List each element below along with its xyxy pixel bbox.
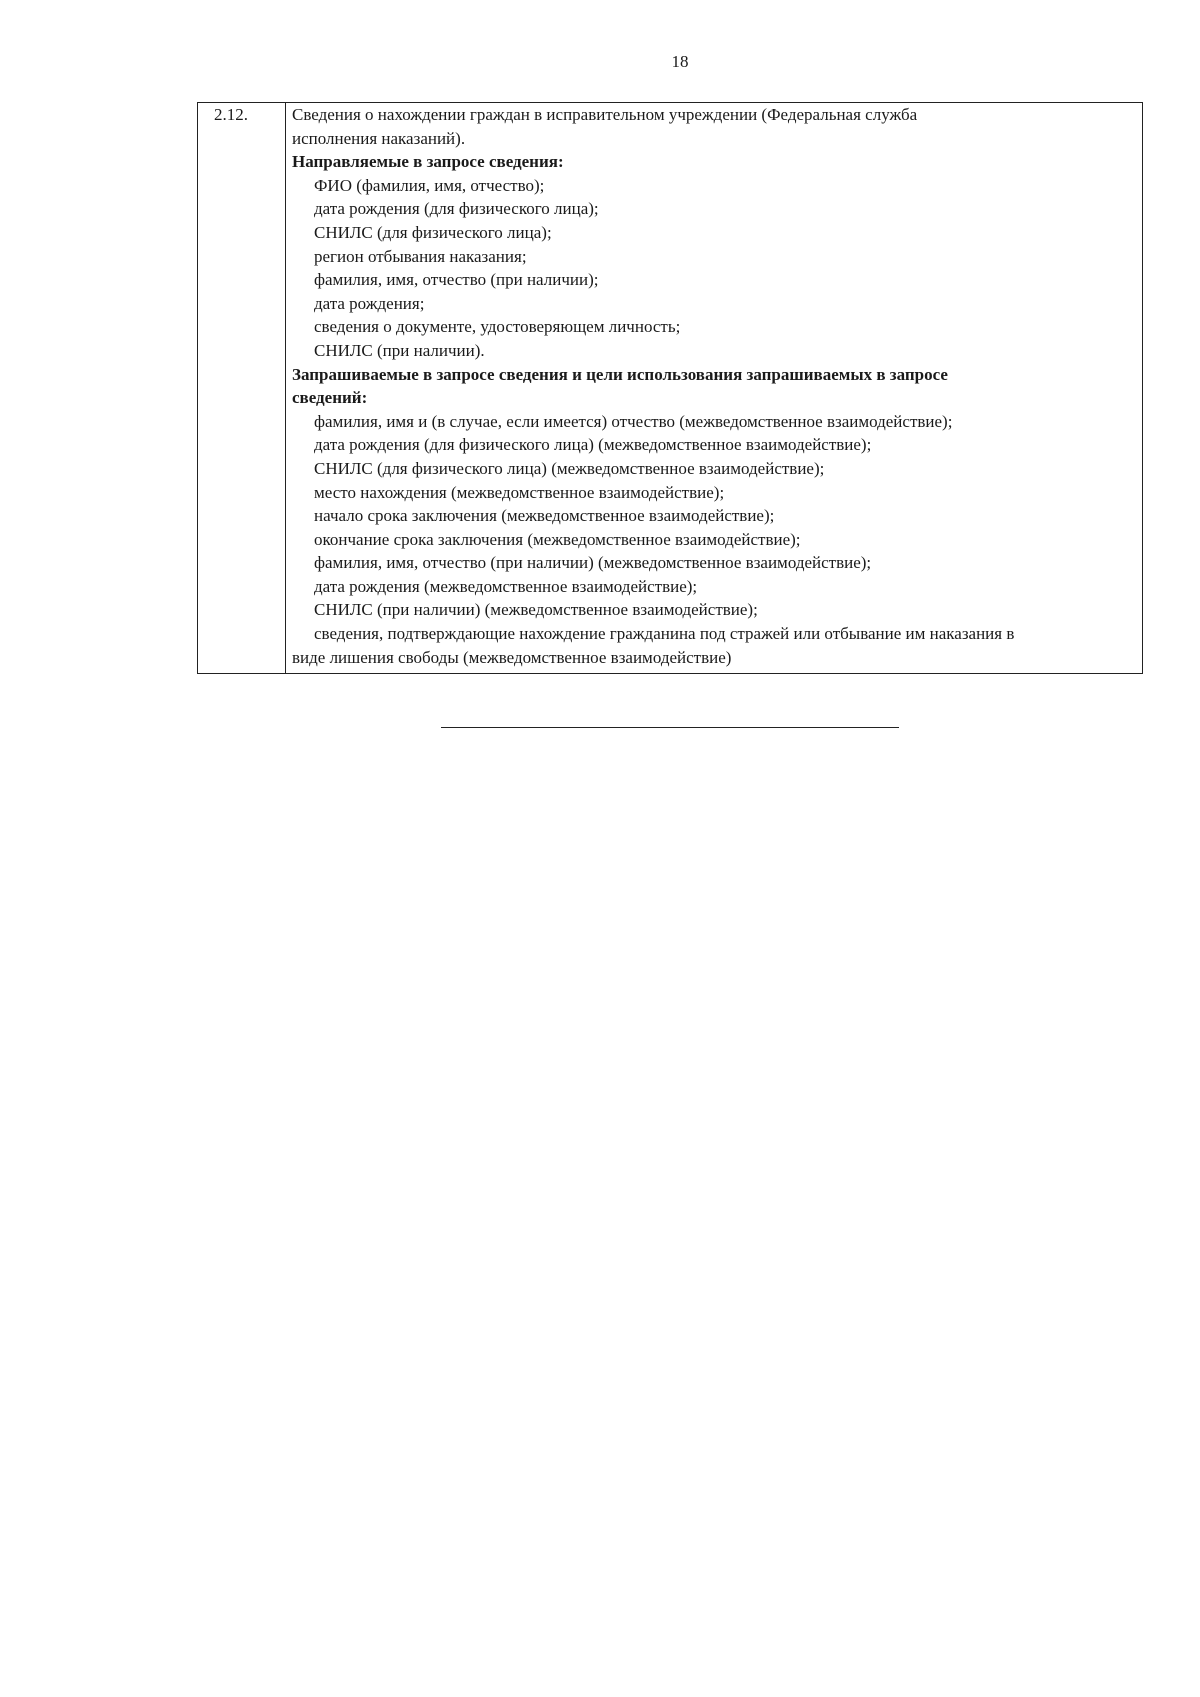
- requested-item: фамилия, имя, отчество (при наличии) (межведомственное взаимодействие);: [314, 553, 872, 573]
- sent-item: фамилия, имя, отчество (при наличии);: [314, 270, 599, 290]
- row-number: 2.12.: [198, 103, 286, 674]
- requested-item: окончание срока заключения (межведомственное взаимодействие);: [314, 529, 801, 549]
- sent-item: дата рождения;: [314, 293, 425, 313]
- sent-item: регион отбывания наказания;: [314, 246, 527, 266]
- sent-item: ФИО (фамилия, имя, отчество);: [314, 175, 545, 195]
- table-row: [198, 103, 1143, 674]
- requested-item: дата рождения (межведомственное взаимодействие);: [314, 576, 698, 596]
- sent-item: сведения о документе, удостоверяющем личность;: [314, 317, 681, 337]
- page-number: 18: [671, 52, 689, 71]
- requested-item: СНИЛС (для физического лица) (межведомственное взаимодействие);: [314, 458, 825, 478]
- requested-item: СНИЛС (при наличии) (межведомственное взаимодействие);: [314, 600, 758, 620]
- end-rule: [441, 727, 899, 728]
- requested-item: начало срока заключения (межведомственное взаимодействие);: [314, 506, 775, 526]
- document-table: [197, 102, 1143, 674]
- intro-line: исполнения наказаний).: [292, 128, 466, 148]
- requested-heading: Запрашиваемые в запросе сведения и цели использования запрашиваемых в запросе: [292, 364, 948, 384]
- sent-item: дата рождения (для физического лица);: [314, 199, 599, 219]
- final-item-line: виде лишения свободы (межведомственное взаимодействие): [292, 647, 732, 667]
- row-content: [286, 103, 1143, 674]
- requested-item: место нахождения (межведомственное взаимодействие);: [314, 482, 725, 502]
- final-item-line: сведения, подтверждающие нахождение гражданина под стражей или отбывание им наказания в: [314, 624, 1015, 644]
- intro-line: Сведения о нахождении граждан в исправительном учреждении (Федеральная служба: [292, 105, 918, 124]
- requested-item: фамилия, имя и (в случае, если имеется) отчество (межведомственное взаимодействие);: [314, 411, 953, 431]
- requested-item: дата рождения (для физического лица) (межведомственное взаимодействие);: [314, 435, 872, 455]
- sent-item: СНИЛС (для физического лица);: [314, 222, 552, 242]
- requested-heading: сведений:: [292, 388, 368, 408]
- sent-item: СНИЛС (при наличии).: [314, 340, 485, 360]
- sent-heading: Направляемые в запросе сведения:: [292, 152, 564, 172]
